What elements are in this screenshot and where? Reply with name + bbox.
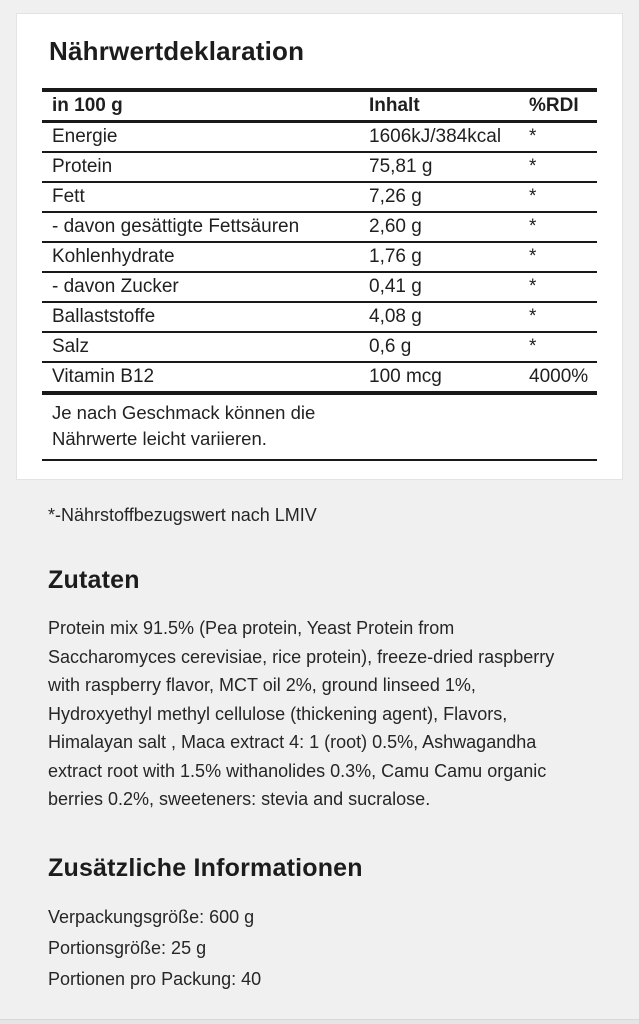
nutrient-value: 4,08 g bbox=[369, 302, 529, 332]
ingredients-title: Zutaten bbox=[48, 566, 140, 594]
nutrient-rdi: 4000% bbox=[529, 362, 597, 393]
nutrient-rdi: * bbox=[529, 122, 597, 153]
nutrient-label: - davon gesättigte Fettsäuren bbox=[42, 212, 369, 242]
nutrient-label: Vitamin B12 bbox=[42, 362, 369, 393]
nutrition-footnote-row bbox=[42, 393, 597, 460]
nutrient-rdi: * bbox=[529, 302, 597, 332]
nutrient-label: Energie bbox=[42, 122, 369, 153]
nutrition-table-row bbox=[42, 332, 597, 362]
nutrient-value: 1606kJ/384kcal bbox=[369, 122, 529, 153]
additional-info-title: Zusätzliche Informationen bbox=[48, 853, 363, 882]
nutrient-value: 75,81 g bbox=[369, 152, 529, 182]
column-header-inhalt: Inhalt bbox=[369, 90, 529, 122]
nutrient-label: Kohlenhydrate bbox=[42, 242, 369, 272]
nutrition-footnote-line-1: Je nach Geschmack können die bbox=[52, 402, 316, 423]
nutrient-rdi: * bbox=[529, 272, 597, 302]
nutrition-table-row bbox=[42, 212, 597, 242]
nutrient-rdi: * bbox=[529, 242, 597, 272]
additional-info-item: Portionsgröße: 25 g bbox=[48, 937, 207, 958]
nutrition-footnote-line-2: Nährwerte leicht variieren. bbox=[52, 428, 267, 449]
nutrition-table-row bbox=[42, 152, 597, 182]
additional-info-item: Verpackungsgröße: 600 g bbox=[48, 906, 255, 927]
section-divider bbox=[0, 1019, 639, 1024]
nutrient-value: 0,6 g bbox=[369, 332, 529, 362]
nutrition-table-row bbox=[42, 362, 597, 393]
nutrition-table bbox=[42, 88, 597, 461]
nutrition-table-row bbox=[42, 122, 597, 153]
nutrition-declaration-card bbox=[16, 13, 623, 480]
nutrient-label: Ballaststoffe bbox=[42, 302, 369, 332]
nutrient-value: 0,41 g bbox=[369, 272, 529, 302]
additional-info-list bbox=[0, 902, 639, 995]
nutrition-footnote bbox=[42, 393, 597, 460]
nutrient-label: - davon Zucker bbox=[42, 272, 369, 302]
nutrient-rdi: * bbox=[529, 152, 597, 182]
nutrition-table-header-row bbox=[42, 90, 597, 122]
nutrient-rdi: * bbox=[529, 212, 597, 242]
nutrient-rdi: * bbox=[529, 332, 597, 362]
nutrition-table-row bbox=[42, 242, 597, 272]
nutrient-rdi: * bbox=[529, 182, 597, 212]
rdi-reference-note: *-Nährstoffbezugswert nach LMIV bbox=[48, 505, 317, 525]
additional-info-item: Portionen pro Packung: 40 bbox=[48, 968, 262, 989]
column-header-per-100g: in 100 g bbox=[42, 90, 369, 122]
nutrition-table-row bbox=[42, 182, 597, 212]
nutrition-card-title: Nährwertdeklaration bbox=[49, 36, 305, 66]
nutrition-table-row bbox=[42, 302, 597, 332]
nutrient-value: 2,60 g bbox=[369, 212, 529, 242]
nutrient-value: 1,76 g bbox=[369, 242, 529, 272]
nutrition-table-row bbox=[42, 272, 597, 302]
nutrient-label: Protein bbox=[42, 152, 369, 182]
nutrient-label: Fett bbox=[42, 182, 369, 212]
nutrient-value: 100 mcg bbox=[369, 362, 529, 393]
ingredients-text: Protein mix 91.5% (Pea protein, Yeast Protein from Saccharomyces cerevisiae, rice protein), freeze-dried raspberry with raspberry flavor, MCT oil 2%, ground linseed 1%, Hydroxyethyl methyl cellulose (thickening agent), Flavors, Himalayan salt , Maca extract 4: 1 (root) 0.5%, Ashwagandha extract root with 1.5% withanolides 0.3%, Camu Camu organic berries 0.2%, sweeteners: stevia and sucralose. bbox=[48, 618, 555, 809]
column-header-rdi: %RDI bbox=[529, 90, 597, 122]
nutrient-label: Salz bbox=[42, 332, 369, 362]
nutrient-value: 7,26 g bbox=[369, 182, 529, 212]
